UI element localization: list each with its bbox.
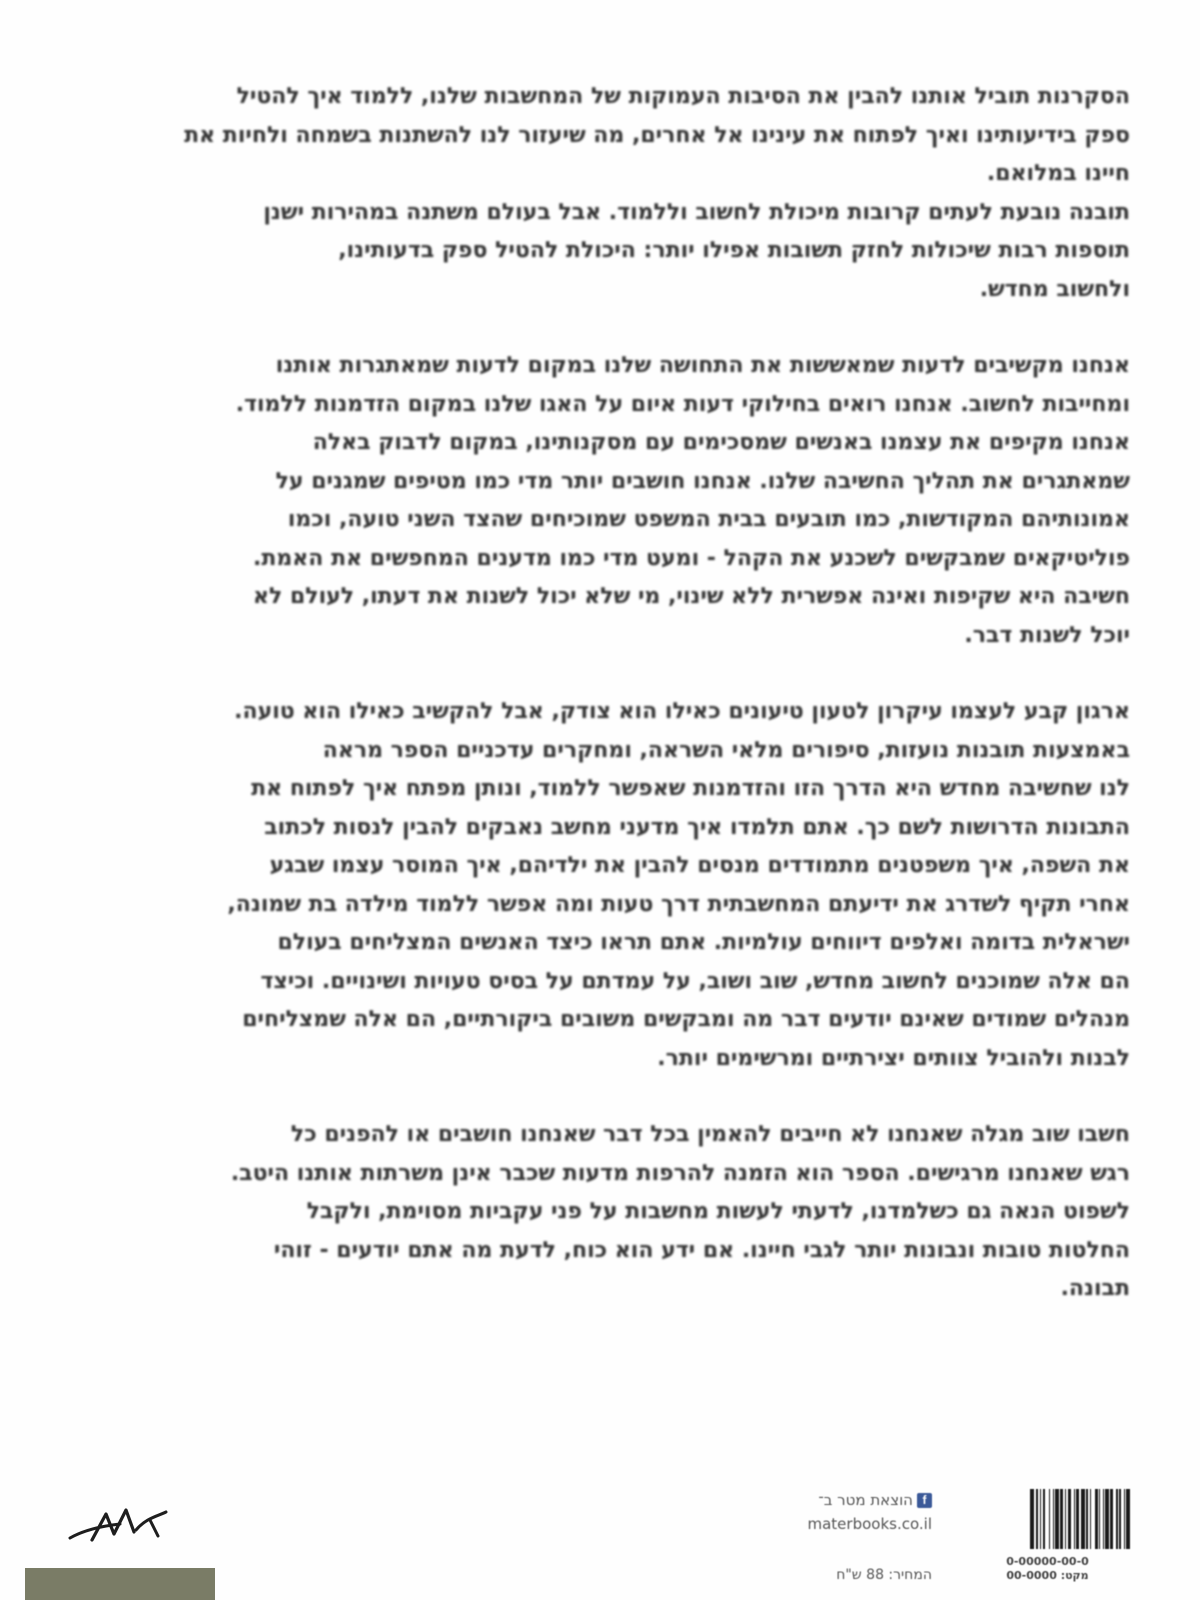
text-line: הסקרנות תוביל אותנו להבין את הסיבות העמוקות של המחשבות שלנו, ללמוד איך להטיל xyxy=(236,84,1130,109)
barcode-bar xyxy=(1060,1489,1063,1549)
barcode-bar xyxy=(1065,1489,1066,1549)
barcode-bar xyxy=(1040,1489,1041,1549)
text-line: הם אלה שמוכנים לחשוב מחדש, שוב ושוב, על עמדתם על בסיס טעויות ושינויים. וכיצד xyxy=(260,968,1130,994)
barcode-gap xyxy=(1118,1489,1119,1549)
barcode-bar xyxy=(1068,1489,1072,1549)
barcode-bar xyxy=(1036,1489,1037,1549)
text-line: מנהלים שמודים שאינם יודעים דבר מה ומבקשים משובים ביקורתיים, הם אלה שמצליחים xyxy=(242,1007,1130,1032)
barcode-bar xyxy=(1126,1489,1130,1549)
text-line: חשיבה היא שקיפות ואינה אפשרית ללא שינוי, מי שלא יכול לשנות את דעתו, לעולם לא xyxy=(252,584,1130,609)
text-line: ארגון קבע לעצמו עיקרון לטעון טיעונים כאילו הוא צודק, אבל להקשיב כאילו הוא טועה. xyxy=(234,699,1130,724)
barcode-gap xyxy=(1029,1489,1030,1549)
paragraph-2 xyxy=(165,194,1130,310)
barcode-bar xyxy=(1103,1489,1104,1549)
barcode-gap xyxy=(1109,1489,1110,1549)
barcode-bar xyxy=(1095,1489,1098,1549)
barcode-gap xyxy=(1071,1489,1074,1549)
text-line: רגש שאנחנו מרגישים. הספר הוא הזמנה להרפות מדעות שכבר אינן משרתות אותנו היטב. xyxy=(230,1160,1130,1186)
barcode-gap xyxy=(1121,1489,1124,1549)
publisher-logo xyxy=(62,1500,182,1550)
text-line: חיינו במלואם. xyxy=(986,161,1130,186)
text-line: חשבו שוב מגלה שאנחנו לא חייבים להאמין בכל דבר שאנחנו חושבים או להפנים כל xyxy=(290,1122,1130,1147)
text-line: את השפה, איך משפטנים מתמודדים מנסים להבין את ילדיהם, איך המוסר עצמו שבגע xyxy=(269,853,1130,878)
isbn-barcode xyxy=(965,1489,1130,1549)
barcode-bar xyxy=(1099,1489,1100,1549)
text-line: אנחנו מקיפים את עצמנו באנשים שמסכימים עם מסקנותינו, במקום לדבוק באלה xyxy=(312,430,1130,455)
text-line: לשפוט הנאה גם כשלמדנו, לדעתי לעשות מחשבות על פני עקביות מסוימת, ולקבל xyxy=(306,1199,1130,1224)
barcode-gap xyxy=(1054,1489,1055,1549)
barcode-bar xyxy=(1124,1489,1125,1549)
barcode-gap xyxy=(1041,1489,1042,1549)
barcode-gap xyxy=(1063,1489,1066,1549)
paragraph-3 xyxy=(165,347,1130,655)
barcode-gap xyxy=(1104,1489,1105,1549)
barcode-bar xyxy=(1055,1489,1059,1549)
barcode-bar xyxy=(1105,1489,1109,1549)
catalog-number: מקט: 00-0000 xyxy=(1006,1569,1089,1582)
logo-color-bar xyxy=(25,1568,215,1600)
barcode-gap xyxy=(1050,1489,1053,1549)
barcode-gap xyxy=(1038,1489,1041,1549)
facebook-icon[interactable]: f xyxy=(917,1493,932,1508)
barcode-gap xyxy=(1113,1489,1117,1549)
text-line: אחרי תקיף לשדרג את ידיעתם המחשבתית דרך טעות ומה אפשר ללמוד מילדה בת שמונה, xyxy=(227,891,1130,917)
text-line: תבונה. xyxy=(1060,1276,1130,1301)
text-line: אמונותיהם המקודשות, כמו תובעים בבית המשפט שמוכיחים שהצד השני טועה, וכמו xyxy=(287,507,1130,532)
barcode-bar xyxy=(1049,1489,1050,1549)
paragraph-5 xyxy=(165,1116,1130,1309)
barcode-gap xyxy=(1088,1489,1091,1549)
barcode-gap xyxy=(1125,1489,1126,1549)
barcode-gap xyxy=(1059,1489,1060,1549)
publisher-website[interactable]: materbooks.co.il xyxy=(807,1515,932,1533)
barcode-bar xyxy=(1043,1489,1046,1549)
barcode-bar xyxy=(1030,1489,1034,1549)
barcode-gap xyxy=(1045,1489,1049,1549)
publisher-info xyxy=(752,1488,932,1536)
barcode-gap xyxy=(1098,1489,1099,1549)
text-line: ישראלית בדומה ואלפים דיווחים עולמיות. אתם תראו כיצד האנשים המצליחים בעולם xyxy=(277,930,1130,955)
barcode-bar xyxy=(1110,1489,1113,1549)
text-line: ולחשוב מחדש. xyxy=(979,276,1130,302)
text-line: פוליטיקאים שמבקשים לשכנע את הקהל - ומעט מדי כמו מדענים המחפשים את האמת. xyxy=(252,545,1130,571)
barcode-bar xyxy=(1053,1489,1054,1549)
publisher-name: הוצאת מטר ב־ xyxy=(818,1491,913,1509)
text-line: אנחנו מקשיבים לדעות שמאששות את התחושה שלנו במקום לדעות שמאתגרות אותנו xyxy=(275,353,1130,378)
paragraph-4 xyxy=(165,693,1130,1078)
barcode-bar xyxy=(1090,1489,1091,1549)
barcode-bar xyxy=(1074,1489,1075,1549)
text-line: יוכל לשנות דבר. xyxy=(964,622,1130,648)
isbn-info xyxy=(965,1555,1130,1583)
barcode-gap xyxy=(1034,1489,1037,1549)
text-line: החלטות טובות ונבונות יותר לגבי חיינו. אם ידע הוא כוח, לדעת מה אתם יודעים - זוהי xyxy=(273,1237,1130,1263)
text-line: תובנה נובעת לעתים קרובות מיכולת לחשוב וללמוד. אבל בעולם משתנה במהירות ישנן xyxy=(263,199,1130,225)
isbn-number: 0-00000-00-0 xyxy=(1006,1555,1089,1568)
text-line: ומחייבות לחשוב. אנחנו רואים בחילוקי דעות איום על האגו שלנו במקום הזדמנות ללמוד. xyxy=(235,391,1130,417)
barcode-bar xyxy=(1116,1489,1117,1549)
barcode-gap xyxy=(1091,1489,1095,1549)
back-cover-text xyxy=(165,78,1130,1309)
price-label: המחיר: 88 ש"ח xyxy=(836,1567,932,1583)
text-line: לבנות ולהוביל צוותים יצירתיים ומרשימים יותר. xyxy=(657,1045,1130,1071)
barcode-gap xyxy=(1100,1489,1103,1549)
barcode-bar xyxy=(1086,1489,1087,1549)
barcode-gap xyxy=(1066,1489,1067,1549)
barcode-gap xyxy=(1079,1489,1082,1549)
barcode-gap xyxy=(1075,1489,1076,1549)
barcode-gap xyxy=(1085,1489,1086,1549)
text-line: שמאתגרים את תהליך החשיבה שלנו. אנחנו חושבים יותר מדי כמו מטיפים שמגנים על xyxy=(275,468,1130,494)
text-line: באמצעות תובנות נועזות, סיפורים מלאי השראה, ומחקרים עדכניים הספר מראה xyxy=(322,737,1130,763)
barcode-bar xyxy=(1081,1489,1085,1549)
text-line: ספק בידיעותינו ואיך לפתוח את עינינו אל אחרים, מה שיעזור לנו להשתנות בשמחה ולחיות את xyxy=(184,122,1130,148)
text-line: לנו שחשיבה מחדש היא הדרך הזו והזדמנות שאפשר ללמוד, ונותן מפתח איך לפתוח את xyxy=(251,776,1130,801)
text-line: תוספות רבות שיכולות לחזק תשובות אפילו יותר: היכולת להטיל ספק בדעותינו, xyxy=(338,238,1130,263)
text-line: התבונות הדרושות לשם כך. אתם תלמדו איך מדעני מחשב נאבקים להבין לנסות לכתוב xyxy=(264,814,1130,840)
paragraph-1 xyxy=(165,78,1130,194)
barcode-bar xyxy=(1119,1489,1122,1549)
barcode-bar xyxy=(1076,1489,1079,1549)
